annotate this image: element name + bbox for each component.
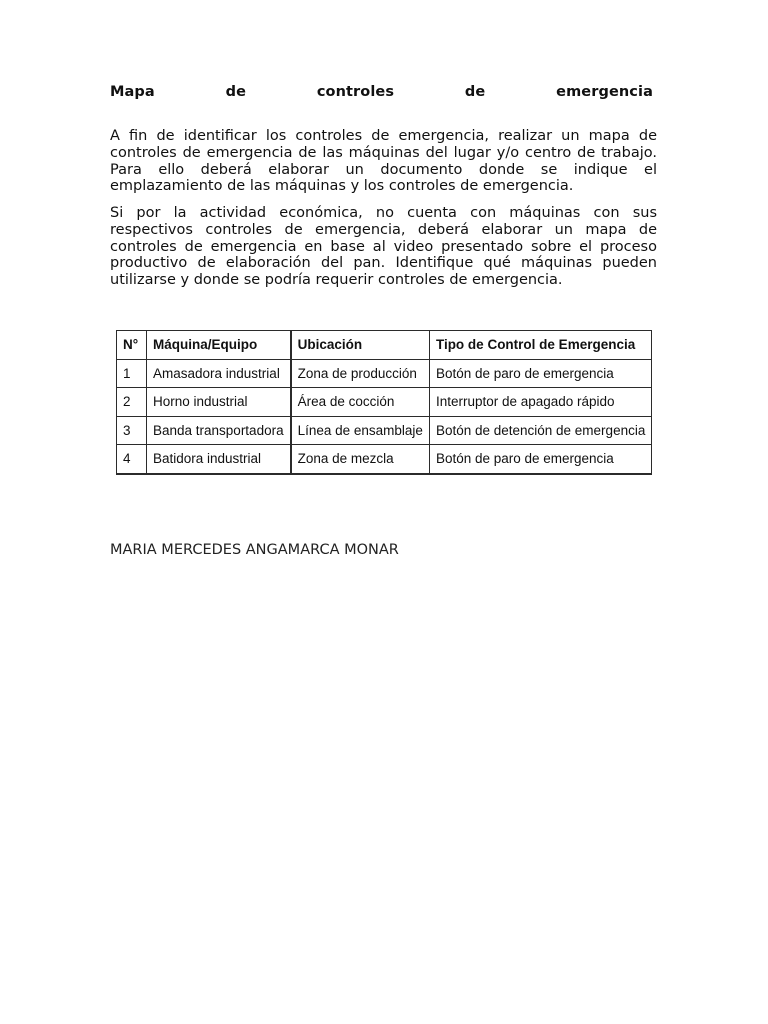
cell-number: 1: [117, 359, 147, 388]
cell-location: Zona de mezcla: [291, 445, 430, 474]
header-control-type: Tipo de Control de Emergencia: [429, 331, 651, 360]
cell-location: Área de cocción: [291, 388, 430, 417]
table-row: [117, 445, 652, 474]
title-word: Mapa: [110, 84, 155, 100]
instruction-paragraph-1: A fin de identificar los controles de emergencia, realizar un mapa de controles de emergencia de las máquinas del lugar y/o centro de trabajo. Para ello deberá elaborar un documento donde se indique el emplazamiento de las máquinas y los controles de emergencia.: [110, 128, 657, 195]
cell-location: Línea de ensamblaje: [291, 416, 430, 445]
cell-control-type: Botón de paro de emergencia: [429, 359, 651, 388]
emergency-controls-table-wrapper: [116, 330, 652, 475]
title-word: de: [464, 84, 486, 100]
cell-machine: Horno industrial: [147, 388, 291, 417]
header-number: N°: [117, 331, 147, 360]
cell-number: 4: [117, 445, 147, 474]
header-machine: Máquina/Equipo: [147, 331, 291, 360]
title-word: de: [225, 84, 247, 100]
emergency-controls-table: [116, 330, 652, 475]
instruction-paragraph-2: Si por la actividad económica, no cuenta con máquinas con sus respectivos controles de emergencia, deberá elaborar un mapa de controles de emergencia en base al video presentado sobre el proceso productivo de elaboración del pan. Identifique qué máquinas pueden utilizarse y donde se podría requerir controles de emergencia.: [110, 205, 657, 289]
title-word: emergencia: [556, 84, 653, 100]
cell-machine: Amasadora industrial: [147, 359, 291, 388]
cell-number: 2: [117, 388, 147, 417]
cell-location: Zona de producción: [291, 359, 430, 388]
cell-machine: Batidora industrial: [147, 445, 291, 474]
title-word: controles: [316, 84, 395, 100]
table-row: [117, 416, 652, 445]
cell-control-type: Botón de paro de emergencia: [429, 445, 651, 474]
cell-machine: Banda transportadora: [147, 416, 291, 445]
cell-control-type: Botón de detención de emergencia: [429, 416, 651, 445]
header-location: Ubicación: [291, 331, 430, 360]
cell-control-type: Interruptor de apagado rápido: [429, 388, 651, 417]
table-row: [117, 359, 652, 388]
table-header-row: [117, 331, 652, 360]
cell-number: 3: [117, 416, 147, 445]
author-name: MARIA MERCEDES ANGAMARCA MONAR: [110, 542, 399, 558]
document-title: [110, 84, 653, 100]
table-row: [117, 388, 652, 417]
